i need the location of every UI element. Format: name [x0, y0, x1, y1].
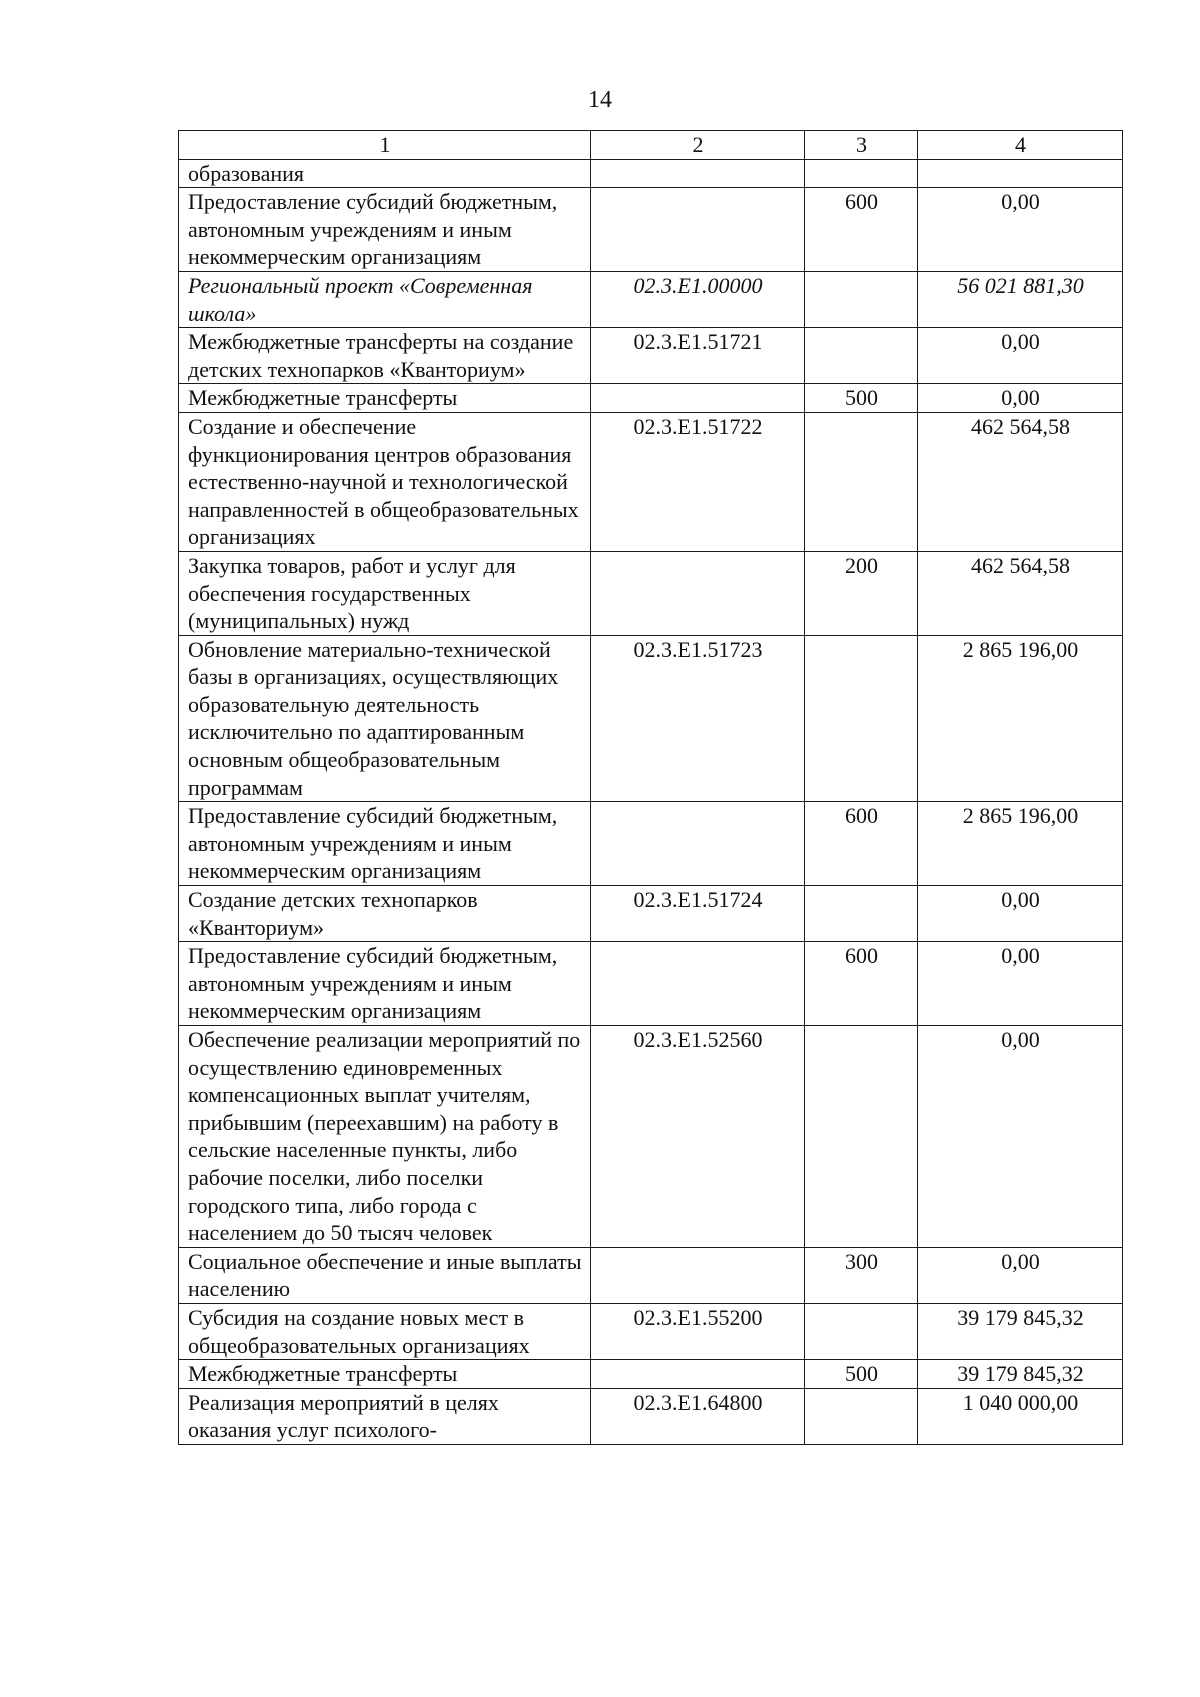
row-amount: 0,00 — [918, 886, 1123, 942]
row-type — [805, 328, 918, 384]
row-name: Межбюджетные трансферты — [179, 384, 591, 413]
row-name: Обеспечение реализации мероприятий по осуществлению единовременных компенсационных выплат учителям, прибывшим (переехавшим) на работу в сельские населенные пункты, либо рабочие поселки, либо поселки городского типа, либо города с населением до 50 тысяч человек — [179, 1026, 591, 1248]
row-type: 600 — [805, 188, 918, 272]
row-name: Реализация мероприятий в целях оказания услуг психолого- — [179, 1388, 591, 1444]
row-type: 300 — [805, 1247, 918, 1303]
row-name: Закупка товаров, работ и услуг для обеспечения государственных (муниципальных) нужд — [179, 551, 591, 635]
row-code — [591, 802, 805, 886]
row-name: Предоставление субсидий бюджетным, автономным учреждениям и иным некоммерческим организациям — [179, 802, 591, 886]
table-row — [179, 1303, 1123, 1359]
column-header-1: 1 — [179, 131, 591, 160]
row-name: Предоставление субсидий бюджетным, автономным учреждениям и иным некоммерческим организациям — [179, 188, 591, 272]
row-type — [805, 1026, 918, 1248]
table-row — [179, 1247, 1123, 1303]
column-header-3: 3 — [805, 131, 918, 160]
row-amount: 39 179 845,32 — [918, 1360, 1123, 1389]
table-row — [179, 802, 1123, 886]
row-code: 02.3.E1.52560 — [591, 1026, 805, 1248]
row-name: Создание и обеспечение функционирования центров образования естественно-научной и технологической направленностей в общеобразовательных организациях — [179, 412, 591, 551]
row-name: Предоставление субсидий бюджетным, автономным учреждениям и иным некоммерческим организациям — [179, 942, 591, 1026]
table-row — [179, 1026, 1123, 1248]
table-row — [179, 1388, 1123, 1444]
row-name: Межбюджетные трансферты — [179, 1360, 591, 1389]
row-code — [591, 942, 805, 1026]
row-amount: 0,00 — [918, 1247, 1123, 1303]
row-amount: 0,00 — [918, 384, 1123, 413]
row-amount: 0,00 — [918, 1026, 1123, 1248]
row-code: 02.3.E1.51724 — [591, 886, 805, 942]
table-row — [179, 635, 1123, 802]
row-amount: 39 179 845,32 — [918, 1303, 1123, 1359]
row-type — [805, 412, 918, 551]
table-row — [179, 188, 1123, 272]
row-code: 02.3.E1.64800 — [591, 1388, 805, 1444]
row-name: Создание детских технопарков «Кванториум» — [179, 886, 591, 942]
row-amount: 2 865 196,00 — [918, 635, 1123, 802]
row-type — [805, 159, 918, 188]
row-type: 500 — [805, 384, 918, 413]
table-row — [179, 942, 1123, 1026]
row-amount: 0,00 — [918, 188, 1123, 272]
row-amount: 1 040 000,00 — [918, 1388, 1123, 1444]
row-type: 600 — [805, 942, 918, 1026]
row-amount — [918, 159, 1123, 188]
page-number: 14 — [588, 87, 612, 113]
row-amount: 462 564,58 — [918, 551, 1123, 635]
row-code: 02.3.E1.55200 — [591, 1303, 805, 1359]
row-type — [805, 1388, 918, 1444]
row-amount: 56 021 881,30 — [918, 271, 1123, 327]
table-row — [179, 1360, 1123, 1389]
table-row — [179, 886, 1123, 942]
row-name: Межбюджетные трансферты на создание детских технопарков «Кванториум» — [179, 328, 591, 384]
row-type — [805, 271, 918, 327]
row-code: 02.3.E1.51722 — [591, 412, 805, 551]
row-type — [805, 886, 918, 942]
row-code: 02.3.E1.51723 — [591, 635, 805, 802]
row-code: 02.3.E1.00000 — [591, 271, 805, 327]
row-name: образования — [179, 159, 591, 188]
column-header-2: 2 — [591, 131, 805, 160]
row-amount: 2 865 196,00 — [918, 802, 1123, 886]
row-type: 600 — [805, 802, 918, 886]
table-row — [179, 551, 1123, 635]
column-header-4: 4 — [918, 131, 1123, 160]
row-name: Обновление материально-технической базы в организациях, осуществляющих образовательную деятельность исключительно по адаптированным основным общеобразовательным программам — [179, 635, 591, 802]
table-header-row — [179, 131, 1123, 160]
row-name: Социальное обеспечение и иные выплаты населению — [179, 1247, 591, 1303]
row-code — [591, 551, 805, 635]
row-amount: 462 564,58 — [918, 412, 1123, 551]
table-row — [179, 328, 1123, 384]
table-row — [179, 412, 1123, 551]
row-name: Региональный проект «Современная школа» — [179, 271, 591, 327]
budget-table — [178, 130, 1123, 1445]
row-type — [805, 635, 918, 802]
table-row — [179, 159, 1123, 188]
row-code: 02.3.E1.51721 — [591, 328, 805, 384]
row-amount: 0,00 — [918, 942, 1123, 1026]
row-type: 200 — [805, 551, 918, 635]
table-row — [179, 384, 1123, 413]
row-code — [591, 188, 805, 272]
row-amount: 0,00 — [918, 328, 1123, 384]
row-type: 500 — [805, 1360, 918, 1389]
row-name: Субсидия на создание новых мест в общеобразовательных организациях — [179, 1303, 591, 1359]
row-code — [591, 384, 805, 413]
row-code — [591, 1360, 805, 1389]
row-type — [805, 1303, 918, 1359]
table-row — [179, 271, 1123, 327]
row-code — [591, 159, 805, 188]
row-code — [591, 1247, 805, 1303]
